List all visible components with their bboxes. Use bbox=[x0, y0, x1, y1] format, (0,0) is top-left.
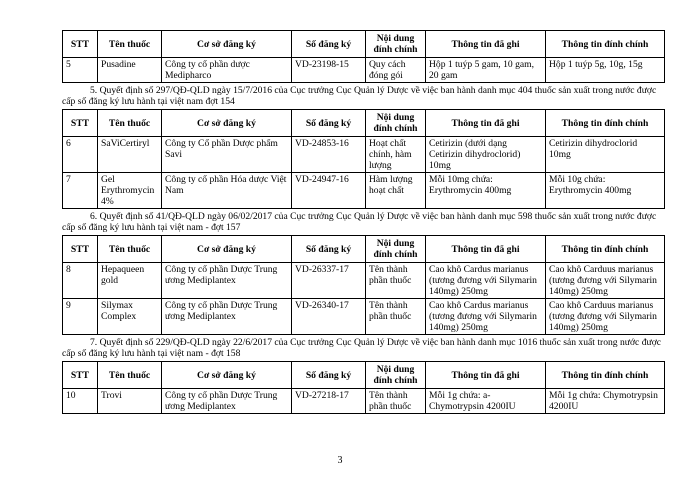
cell-registrant: Công ty cổ phần Dược Trung ương Mediplantex bbox=[162, 263, 292, 299]
cell-corrected-info: Mỗi 1g chứa: Chymotrypsin 4200IU bbox=[546, 389, 665, 414]
header-registration-number: Số đăng ký bbox=[292, 110, 366, 137]
table-row bbox=[63, 389, 665, 414]
cell-stt: 5 bbox=[63, 58, 98, 83]
header-registrant: Cơ sở đăng ký bbox=[162, 31, 292, 58]
cell-drug-name: Silymax Complex bbox=[98, 299, 162, 335]
header-registration-number: Số đăng ký bbox=[292, 31, 366, 58]
correction-table bbox=[62, 235, 665, 335]
header-drug-name: Tên thuốc bbox=[98, 362, 162, 389]
correction-table bbox=[62, 361, 665, 414]
document-page bbox=[62, 30, 664, 414]
header-recorded-info: Thông tin đã ghi bbox=[426, 236, 546, 263]
header-recorded-info: Thông tin đã ghi bbox=[426, 110, 546, 137]
cell-registrant: Công ty cổ phần Dược Trung ương Mediplantex bbox=[162, 389, 292, 414]
header-drug-name: Tên thuốc bbox=[98, 236, 162, 263]
cell-corrected-info: Mỗi 10g chứa: Erythromycin 400mg bbox=[546, 173, 665, 209]
header-drug-name: Tên thuốc bbox=[98, 110, 162, 137]
header-drug-name: Tên thuốc bbox=[98, 31, 162, 58]
cell-registrant: Công ty cổ phần Hóa dược Việt Nam bbox=[162, 173, 292, 209]
cell-correction-content: Hàm lượng hoạt chất bbox=[366, 173, 426, 209]
header-stt: STT bbox=[63, 31, 98, 58]
header-corrected-info: Thông tin đính chính bbox=[546, 362, 665, 389]
table-row bbox=[63, 173, 665, 209]
header-corrected-info: Thông tin đính chính bbox=[546, 236, 665, 263]
cell-corrected-info: Cetirizin dihydroclorid 10mg bbox=[546, 137, 665, 173]
cell-correction-content: Hoạt chất chính, hàm lượng bbox=[366, 137, 426, 173]
cell-recorded-info: Cao khô Cardus marianus (tương đương với Silymarin 140mg) 250mg bbox=[426, 263, 546, 299]
table-header-row bbox=[63, 236, 665, 263]
cell-correction-content: Quy cách đóng gói bbox=[366, 58, 426, 83]
cell-stt: 9 bbox=[63, 299, 98, 335]
table-header-row bbox=[63, 31, 665, 58]
cell-recorded-info: Mỗi 10mg chứa: Erythromycin 400mg bbox=[426, 173, 546, 209]
header-recorded-info: Thông tin đã ghi bbox=[426, 31, 546, 58]
cell-recorded-info: Cao khô Cardus marianus (tương đương với Silymarin 140mg) 250mg bbox=[426, 299, 546, 335]
correction-table bbox=[62, 30, 665, 83]
header-recorded-info: Thông tin đã ghi bbox=[426, 362, 546, 389]
table-header-row bbox=[63, 110, 665, 137]
table-row bbox=[63, 299, 665, 335]
cell-registration-number: VD-26337-17 bbox=[292, 263, 366, 299]
header-correction-content: Nội dung đính chính bbox=[366, 236, 426, 263]
cell-stt: 8 bbox=[63, 263, 98, 299]
cell-corrected-info: Hộp 1 tuýp 5g, 10g, 15g bbox=[546, 58, 665, 83]
header-registrant: Cơ sở đăng ký bbox=[162, 362, 292, 389]
cell-drug-name: Hepaqueen gold bbox=[98, 263, 162, 299]
decision-paragraph: 6. Quyết định số 41/QĐ-QLD ngày 06/02/2017 của Cục trưởng Cục Quản lý Dược về việc ban hành danh mục 598 thuốc sản xuất trong nước được cấp số đăng ký lưu hành tại việt nam - đợt 157 bbox=[62, 211, 657, 233]
header-registrant: Cơ sở đăng ký bbox=[162, 110, 292, 137]
header-stt: STT bbox=[63, 110, 98, 137]
correction-table bbox=[62, 109, 665, 209]
cell-recorded-info: Mỗi 1g chứa: a-Chymotrypsin 4200IU bbox=[426, 389, 546, 414]
cell-registration-number: VD-23198-15 bbox=[292, 58, 366, 83]
header-registrant: Cơ sở đăng ký bbox=[162, 236, 292, 263]
cell-recorded-info: Hộp 1 tuýp 5 gam, 10 gam, 20 gam bbox=[426, 58, 546, 83]
cell-correction-content: Tên thành phần thuốc bbox=[366, 263, 426, 299]
cell-drug-name: SaViCertiryl bbox=[98, 137, 162, 173]
header-stt: STT bbox=[63, 362, 98, 389]
table-row bbox=[63, 263, 665, 299]
cell-stt: 6 bbox=[63, 137, 98, 173]
page-number: 3 bbox=[337, 455, 343, 466]
header-corrected-info: Thông tin đính chính bbox=[546, 110, 665, 137]
cell-stt: 10 bbox=[63, 389, 98, 414]
header-stt: STT bbox=[63, 236, 98, 263]
cell-drug-name: Pusadine bbox=[98, 58, 162, 83]
cell-registration-number: VD-26340-17 bbox=[292, 299, 366, 335]
cell-registrant: Công ty cổ phần dược Medipharco bbox=[162, 58, 292, 83]
cell-registrant: Công ty cổ phần Dược Trung ương Mediplantex bbox=[162, 299, 292, 335]
cell-correction-content: Tên thành phần thuốc bbox=[366, 389, 426, 414]
cell-registration-number: VD-24853-16 bbox=[292, 137, 366, 173]
decision-paragraph: 5. Quyết định số 297/QĐ-QLD ngày 15/7/2016 của Cục trưởng Cục Quản lý Dược về việc ban hành danh mục 404 thuốc sản xuất trong nước được cấp số đăng ký lưu hành tại việt nam đợt 154 bbox=[62, 85, 657, 107]
table-row bbox=[63, 58, 665, 83]
cell-drug-name: Trovi bbox=[98, 389, 162, 414]
header-registration-number: Số đăng ký bbox=[292, 362, 366, 389]
table-header-row bbox=[63, 362, 665, 389]
cell-recorded-info: Cetirizin (dưới dạng Cetirizin dihydroclorid) 10mg bbox=[426, 137, 546, 173]
table-row bbox=[63, 137, 665, 173]
cell-registration-number: VD-24947-16 bbox=[292, 173, 366, 209]
cell-drug-name: Gel Erythromycin 4% bbox=[98, 173, 162, 209]
decision-paragraph: 7. Quyết định số 229/QĐ-QLD ngày 22/6/2017 của Cục trưởng Cục Quản lý Dược về việc ban hành danh mục 1016 thuốc sản xuất trong nước được cấp số đăng ký lưu hành tại việt nam - đợt 158 bbox=[62, 337, 662, 359]
header-corrected-info: Thông tin đính chính bbox=[546, 31, 665, 58]
header-correction-content: Nội dung đính chính bbox=[366, 110, 426, 137]
sections-container bbox=[62, 30, 664, 414]
cell-corrected-info: Cao khô Carduus marianus (tương đương với Silymarin 140mg) 250mg bbox=[546, 263, 665, 299]
cell-corrected-info: Cao khô Carduus marianus (tương đương với Silymarin 140mg) 250mg bbox=[546, 299, 665, 335]
header-correction-content: Nội dung đính chính bbox=[366, 31, 426, 58]
cell-stt: 7 bbox=[63, 173, 98, 209]
cell-registrant: Công ty Cổ phần Dược phẩm Savi bbox=[162, 137, 292, 173]
header-registration-number: Số đăng ký bbox=[292, 236, 366, 263]
cell-correction-content: Tên thành phần thuốc bbox=[366, 299, 426, 335]
header-correction-content: Nội dung đính chính bbox=[366, 362, 426, 389]
cell-registration-number: VD-27218-17 bbox=[292, 389, 366, 414]
